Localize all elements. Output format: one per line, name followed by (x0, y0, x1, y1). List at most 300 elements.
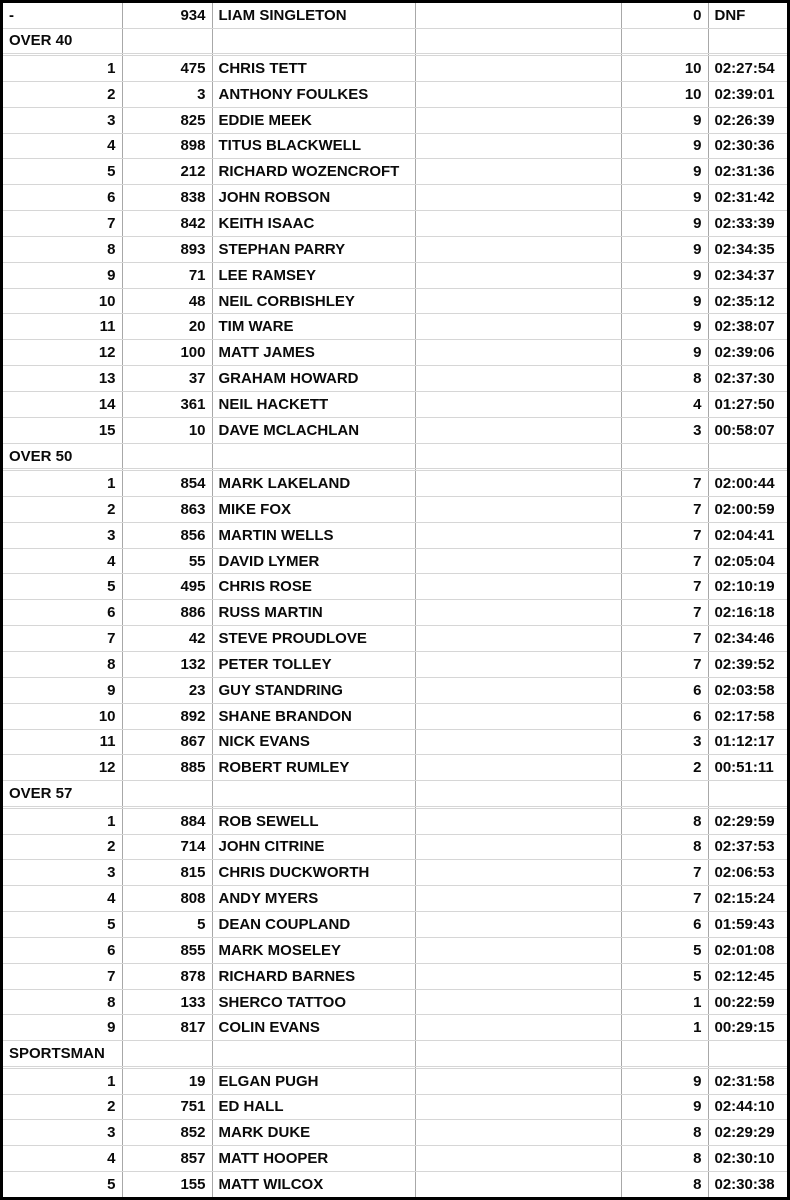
cell-rider-name[interactable]: JOHN ROBSON (212, 185, 415, 211)
cell-laps[interactable]: 7 (621, 860, 708, 886)
cell-laps[interactable]: 7 (621, 886, 708, 912)
cell-laps[interactable]: 1 (621, 1015, 708, 1041)
cell-position[interactable]: 9 (3, 262, 122, 288)
cell-laps[interactable]: 8 (621, 834, 708, 860)
cell-spacer[interactable] (415, 1068, 621, 1094)
section-row (3, 1041, 790, 1067)
cell-time[interactable]: 02:37:30 (708, 366, 790, 392)
cell-rider-name[interactable]: NICK EVANS (212, 729, 415, 755)
cell-time[interactable]: 02:31:42 (708, 185, 790, 211)
cell-position[interactable]: 3 (3, 522, 122, 548)
cell-race-number[interactable]: 714 (122, 834, 212, 860)
cell-race-number[interactable]: 852 (122, 1120, 212, 1146)
cell-spacer[interactable] (415, 600, 621, 626)
cell-laps[interactable]: 1 (621, 989, 708, 1015)
cell-time[interactable] (708, 28, 790, 54)
section-row (3, 781, 790, 807)
cell-laps[interactable]: 9 (621, 314, 708, 340)
cell-spacer[interactable] (415, 159, 621, 185)
cell-spacer[interactable] (415, 834, 621, 860)
cell-position[interactable]: 6 (3, 600, 122, 626)
cell-spacer[interactable] (415, 886, 621, 912)
cell-spacer[interactable] (415, 314, 621, 340)
cell-position[interactable]: 2 (3, 81, 122, 107)
cell-laps[interactable] (621, 781, 708, 807)
cell-spacer[interactable] (415, 574, 621, 600)
cell-race-number[interactable]: 885 (122, 755, 212, 781)
cell-time[interactable]: 00:29:15 (708, 1015, 790, 1041)
cell-laps[interactable]: 9 (621, 262, 708, 288)
cell-race-number[interactable]: 856 (122, 522, 212, 548)
cell-rider-name[interactable]: PETER TOLLEY (212, 652, 415, 678)
cell-rider-name[interactable] (212, 781, 415, 807)
cell-laps[interactable]: 2 (621, 755, 708, 781)
cell-rider-name[interactable]: ROB SEWELL (212, 808, 415, 834)
cell-spacer[interactable] (415, 340, 621, 366)
cell-laps[interactable]: 8 (621, 1146, 708, 1172)
results-table (3, 3, 790, 1197)
cell-time[interactable]: 02:34:46 (708, 626, 790, 652)
cell-race-number[interactable]: 133 (122, 989, 212, 1015)
cell-spacer[interactable] (415, 185, 621, 211)
section-label-cell[interactable]: OVER 57 (3, 781, 122, 807)
cell-time[interactable]: 02:03:58 (708, 677, 790, 703)
cell-time[interactable]: 01:27:50 (708, 391, 790, 417)
cell-race-number[interactable]: 42 (122, 626, 212, 652)
result-row (3, 886, 790, 912)
cell-laps[interactable]: 8 (621, 366, 708, 392)
cell-race-number[interactable]: 23 (122, 677, 212, 703)
cell-time[interactable]: 02:16:18 (708, 600, 790, 626)
cell-laps[interactable]: 5 (621, 937, 708, 963)
cell-position[interactable]: - (3, 3, 122, 28)
cell-position[interactable]: 5 (3, 574, 122, 600)
cell-laps[interactable] (621, 443, 708, 469)
cell-spacer[interactable] (415, 522, 621, 548)
cell-position[interactable]: 3 (3, 107, 122, 133)
cell-spacer[interactable] (415, 443, 621, 469)
cell-time[interactable]: 02:00:59 (708, 496, 790, 522)
cell-time[interactable]: 02:39:01 (708, 81, 790, 107)
result-row (3, 185, 790, 211)
cell-rider-name[interactable]: NEIL CORBISHLEY (212, 288, 415, 314)
cell-time[interactable]: 02:15:24 (708, 886, 790, 912)
result-row (3, 262, 790, 288)
cell-rider-name[interactable]: ROBERT RUMLEY (212, 755, 415, 781)
cell-spacer[interactable] (415, 703, 621, 729)
cell-laps[interactable]: 6 (621, 677, 708, 703)
cell-laps[interactable]: 9 (621, 159, 708, 185)
cell-time[interactable]: 02:01:08 (708, 937, 790, 963)
cell-rider-name[interactable]: GRAHAM HOWARD (212, 366, 415, 392)
cell-race-number[interactable]: 20 (122, 314, 212, 340)
cell-position[interactable]: 10 (3, 703, 122, 729)
result-row (3, 366, 790, 392)
cell-rider-name[interactable]: MATT HOOPER (212, 1146, 415, 1172)
cell-time[interactable]: 02:31:36 (708, 159, 790, 185)
result-row (3, 133, 790, 159)
section-label-cell[interactable]: OVER 50 (3, 443, 122, 469)
cell-race-number[interactable]: 893 (122, 236, 212, 262)
cell-race-number[interactable] (122, 781, 212, 807)
cell-race-number[interactable]: 892 (122, 703, 212, 729)
cell-position[interactable]: 4 (3, 1146, 122, 1172)
cell-time[interactable]: 02:30:36 (708, 133, 790, 159)
cell-race-number[interactable]: 886 (122, 600, 212, 626)
cell-race-number[interactable] (122, 28, 212, 54)
cell-rider-name[interactable]: CHRIS ROSE (212, 574, 415, 600)
cell-time[interactable]: 02:17:58 (708, 703, 790, 729)
cell-position[interactable]: 2 (3, 496, 122, 522)
cell-time[interactable]: 01:12:17 (708, 729, 790, 755)
cell-rider-name[interactable]: MARTIN WELLS (212, 522, 415, 548)
cell-rider-name[interactable]: KEITH ISAAC (212, 211, 415, 237)
cell-race-number[interactable]: 19 (122, 1068, 212, 1094)
cell-rider-name[interactable]: STEVE PROUDLOVE (212, 626, 415, 652)
cell-position[interactable]: 7 (3, 626, 122, 652)
cell-laps[interactable]: 9 (621, 185, 708, 211)
cell-spacer[interactable] (415, 677, 621, 703)
cell-spacer[interactable] (415, 1120, 621, 1146)
cell-position[interactable]: 6 (3, 185, 122, 211)
cell-position[interactable]: 1 (3, 55, 122, 81)
cell-position[interactable]: 12 (3, 755, 122, 781)
cell-laps[interactable]: 7 (621, 600, 708, 626)
result-row (3, 1015, 790, 1041)
cell-spacer[interactable] (415, 781, 621, 807)
cell-laps[interactable]: 6 (621, 912, 708, 938)
result-row (3, 548, 790, 574)
cell-rider-name[interactable]: ANDY MYERS (212, 886, 415, 912)
cell-time[interactable]: 00:58:07 (708, 417, 790, 443)
cell-race-number[interactable]: 898 (122, 133, 212, 159)
cell-position[interactable]: 1 (3, 471, 122, 497)
cell-race-number[interactable]: 857 (122, 1146, 212, 1172)
cell-rider-name[interactable]: ANTHONY FOULKES (212, 81, 415, 107)
cell-time[interactable]: 02:05:04 (708, 548, 790, 574)
cell-position[interactable]: 2 (3, 1094, 122, 1120)
cell-spacer[interactable] (415, 496, 621, 522)
cell-race-number[interactable]: 838 (122, 185, 212, 211)
cell-laps[interactable] (621, 1041, 708, 1067)
cell-race-number[interactable]: 867 (122, 729, 212, 755)
cell-race-number[interactable]: 855 (122, 937, 212, 963)
cell-spacer[interactable] (415, 81, 621, 107)
cell-race-number[interactable]: 212 (122, 159, 212, 185)
result-row (3, 600, 790, 626)
cell-position[interactable]: 8 (3, 652, 122, 678)
cell-spacer[interactable] (415, 3, 621, 28)
cell-rider-name[interactable] (212, 28, 415, 54)
cell-time[interactable]: 02:31:58 (708, 1068, 790, 1094)
result-row (3, 471, 790, 497)
cell-time[interactable] (708, 781, 790, 807)
cell-laps[interactable]: 4 (621, 391, 708, 417)
cell-position[interactable]: 4 (3, 133, 122, 159)
cell-rider-name[interactable] (212, 1041, 415, 1067)
cell-spacer[interactable] (415, 55, 621, 81)
cell-race-number[interactable]: 475 (122, 55, 212, 81)
cell-time[interactable]: 02:06:53 (708, 860, 790, 886)
result-row (3, 496, 790, 522)
cell-spacer[interactable] (415, 860, 621, 886)
cell-rider-name[interactable]: LIAM SINGLETON (212, 3, 415, 28)
cell-time[interactable]: DNF (708, 3, 790, 28)
cell-rider-name[interactable]: MARK DUKE (212, 1120, 415, 1146)
cell-race-number[interactable]: 37 (122, 366, 212, 392)
result-row (3, 989, 790, 1015)
cell-spacer[interactable] (415, 626, 621, 652)
cell-position[interactable]: 9 (3, 677, 122, 703)
cell-time[interactable]: 02:00:44 (708, 471, 790, 497)
cell-rider-name[interactable]: ED HALL (212, 1094, 415, 1120)
cell-time[interactable]: 02:29:29 (708, 1120, 790, 1146)
cell-rider-name[interactable]: MATT JAMES (212, 340, 415, 366)
cell-rider-name[interactable]: DEAN COUPLAND (212, 912, 415, 938)
cell-time[interactable]: 02:12:45 (708, 963, 790, 989)
cell-spacer[interactable] (415, 288, 621, 314)
cell-spacer[interactable] (415, 548, 621, 574)
cell-race-number[interactable]: 55 (122, 548, 212, 574)
cell-laps[interactable]: 9 (621, 1068, 708, 1094)
cell-race-number[interactable]: 825 (122, 107, 212, 133)
cell-time[interactable] (708, 1041, 790, 1067)
cell-time[interactable]: 02:29:59 (708, 808, 790, 834)
cell-time[interactable]: 01:59:43 (708, 912, 790, 938)
cell-time[interactable]: 02:39:52 (708, 652, 790, 678)
cell-time[interactable]: 02:34:37 (708, 262, 790, 288)
result-row (3, 1094, 790, 1120)
cell-laps[interactable]: 6 (621, 703, 708, 729)
cell-spacer[interactable] (415, 729, 621, 755)
cell-spacer[interactable] (415, 28, 621, 54)
cell-time[interactable]: 02:35:12 (708, 288, 790, 314)
cell-rider-name[interactable]: RICHARD BARNES (212, 963, 415, 989)
cell-race-number[interactable]: 361 (122, 391, 212, 417)
cell-time[interactable]: 02:27:54 (708, 55, 790, 81)
cell-laps[interactable]: 3 (621, 417, 708, 443)
cell-race-number[interactable]: 817 (122, 1015, 212, 1041)
cell-laps[interactable]: 0 (621, 3, 708, 28)
cell-laps[interactable]: 7 (621, 548, 708, 574)
cell-position[interactable]: 6 (3, 937, 122, 963)
cell-rider-name[interactable]: SHANE BRANDON (212, 703, 415, 729)
cell-spacer[interactable] (415, 236, 621, 262)
cell-time[interactable] (708, 443, 790, 469)
cell-position[interactable]: 5 (3, 159, 122, 185)
cell-position[interactable]: 4 (3, 886, 122, 912)
cell-spacer[interactable] (415, 937, 621, 963)
cell-time[interactable]: 02:44:10 (708, 1094, 790, 1120)
cell-position[interactable]: 3 (3, 860, 122, 886)
cell-race-number[interactable]: 132 (122, 652, 212, 678)
cell-position[interactable]: 11 (3, 729, 122, 755)
cell-laps[interactable]: 7 (621, 471, 708, 497)
cell-position[interactable]: 8 (3, 989, 122, 1015)
cell-spacer[interactable] (415, 755, 621, 781)
cell-position[interactable]: 7 (3, 963, 122, 989)
cell-race-number[interactable]: 884 (122, 808, 212, 834)
cell-laps[interactable]: 9 (621, 288, 708, 314)
cell-time[interactable]: 02:37:53 (708, 834, 790, 860)
cell-race-number[interactable]: 842 (122, 211, 212, 237)
cell-rider-name[interactable]: STEPHAN PARRY (212, 236, 415, 262)
cell-laps[interactable]: 7 (621, 652, 708, 678)
cell-time[interactable]: 00:51:11 (708, 755, 790, 781)
cell-race-number[interactable]: 10 (122, 417, 212, 443)
cell-spacer[interactable] (415, 366, 621, 392)
cell-race-number[interactable]: 815 (122, 860, 212, 886)
cell-spacer[interactable] (415, 417, 621, 443)
cell-spacer[interactable] (415, 1146, 621, 1172)
cell-rider-name[interactable]: CHRIS TETT (212, 55, 415, 81)
cell-laps[interactable]: 7 (621, 626, 708, 652)
cell-position[interactable]: 13 (3, 366, 122, 392)
cell-race-number[interactable]: 71 (122, 262, 212, 288)
cell-time[interactable]: 02:04:41 (708, 522, 790, 548)
cell-race-number[interactable]: 495 (122, 574, 212, 600)
cell-race-number[interactable]: 155 (122, 1172, 212, 1197)
cell-spacer[interactable] (415, 912, 621, 938)
result-row (3, 1172, 790, 1197)
cell-spacer[interactable] (415, 652, 621, 678)
cell-rider-name[interactable]: MIKE FOX (212, 496, 415, 522)
cell-time[interactable]: 02:39:06 (708, 340, 790, 366)
cell-laps[interactable]: 9 (621, 107, 708, 133)
cell-race-number[interactable] (122, 443, 212, 469)
cell-spacer[interactable] (415, 391, 621, 417)
result-row (3, 574, 790, 600)
cell-race-number[interactable]: 808 (122, 886, 212, 912)
cell-laps[interactable]: 10 (621, 81, 708, 107)
cell-rider-name[interactable]: COLIN EVANS (212, 1015, 415, 1041)
cell-spacer[interactable] (415, 1041, 621, 1067)
cell-time[interactable]: 02:26:39 (708, 107, 790, 133)
result-row (3, 834, 790, 860)
cell-position[interactable]: 11 (3, 314, 122, 340)
cell-time[interactable]: 02:34:35 (708, 236, 790, 262)
cell-spacer[interactable] (415, 1172, 621, 1197)
cell-rider-name[interactable] (212, 443, 415, 469)
cell-race-number[interactable]: 751 (122, 1094, 212, 1120)
section-label-cell[interactable]: OVER 40 (3, 28, 122, 54)
cell-race-number[interactable]: 3 (122, 81, 212, 107)
cell-position[interactable]: 1 (3, 1068, 122, 1094)
cell-spacer[interactable] (415, 989, 621, 1015)
cell-position[interactable]: 8 (3, 236, 122, 262)
cell-rider-name[interactable]: RICHARD WOZENCROFT (212, 159, 415, 185)
cell-position[interactable]: 12 (3, 340, 122, 366)
cell-rider-name[interactable]: EDDIE MEEK (212, 107, 415, 133)
cell-race-number[interactable]: 854 (122, 471, 212, 497)
cell-spacer[interactable] (415, 107, 621, 133)
result-row (3, 703, 790, 729)
cell-race-number[interactable]: 5 (122, 912, 212, 938)
cell-laps[interactable]: 9 (621, 133, 708, 159)
cell-rider-name[interactable]: NEIL HACKETT (212, 391, 415, 417)
cell-time[interactable]: 02:30:38 (714, 1176, 775, 1194)
result-row (3, 288, 790, 314)
cell-rider-name[interactable]: DAVID LYMER (212, 548, 415, 574)
cell-laps[interactable] (621, 28, 708, 54)
cell-position[interactable]: 9 (3, 1015, 122, 1041)
cell-rider-name[interactable]: MARK MOSELEY (212, 937, 415, 963)
cell-position[interactable]: 4 (3, 548, 122, 574)
cell-position[interactable]: 2 (3, 834, 122, 860)
cell-time[interactable]: 02:33:39 (708, 211, 790, 237)
cell-rider-name[interactable]: CHRIS DUCKWORTH (212, 860, 415, 886)
cell-laps[interactable]: 10 (621, 55, 708, 81)
cell-laps[interactable]: 7 (621, 574, 708, 600)
cell-time[interactable]: 00:22:59 (708, 989, 790, 1015)
cell-spacer[interactable] (415, 1015, 621, 1041)
cell-laps[interactable]: 7 (621, 496, 708, 522)
cell-rider-name[interactable]: LEE RAMSEY (212, 262, 415, 288)
cell-position[interactable]: 7 (3, 211, 122, 237)
cell-rider-name[interactable]: MARK LAKELAND (212, 471, 415, 497)
cell-time[interactable]: 02:10:19 (708, 574, 790, 600)
cell-laps[interactable]: 9 (621, 211, 708, 237)
cell-rider-name[interactable]: SHERCO TATTOO (212, 989, 415, 1015)
cell-laps[interactable]: 3 (621, 729, 708, 755)
cell-rider-name[interactable]: TITUS BLACKWELL (212, 133, 415, 159)
cell-position[interactable]: 10 (3, 288, 122, 314)
cell-laps[interactable]: 8 (621, 808, 708, 834)
cell-spacer[interactable] (415, 471, 621, 497)
cell-race-number[interactable]: 863 (122, 496, 212, 522)
cell-race-number[interactable]: 48 (122, 288, 212, 314)
cell-laps[interactable]: 8 (621, 1120, 708, 1146)
cell-rider-name[interactable]: JOHN CITRINE (212, 834, 415, 860)
cell-laps[interactable]: 9 (621, 236, 708, 262)
cell-spacer[interactable] (415, 1094, 621, 1120)
cell-spacer[interactable] (415, 133, 621, 159)
cell-rider-name[interactable]: TIM WARE (212, 314, 415, 340)
cell-position[interactable]: 15 (3, 417, 122, 443)
cell-position[interactable]: 3 (3, 1120, 122, 1146)
cell-race-number[interactable]: 878 (122, 963, 212, 989)
cell-spacer[interactable] (415, 808, 621, 834)
cell-position[interactable]: 5 (3, 1172, 122, 1197)
cell-laps[interactable]: 5 (621, 963, 708, 989)
result-row (3, 340, 790, 366)
cell-position[interactable]: 5 (3, 912, 122, 938)
cell-race-number[interactable] (122, 1041, 212, 1067)
cell-spacer[interactable] (415, 211, 621, 237)
cell-rider-name[interactable]: GUY STANDRING (212, 677, 415, 703)
cell-rider-name[interactable]: DAVE MCLACHLAN (212, 417, 415, 443)
cell-laps[interactable]: 7 (621, 522, 708, 548)
cell-rider-name[interactable]: ELGAN PUGH (212, 1068, 415, 1094)
cell-position[interactable]: 14 (3, 391, 122, 417)
cell-race-number[interactable]: 100 (122, 340, 212, 366)
result-row (3, 391, 790, 417)
cell-laps[interactable]: 9 (621, 1094, 708, 1120)
cell-laps[interactable]: 8 (621, 1172, 708, 1197)
cell-position[interactable]: 1 (3, 808, 122, 834)
cell-laps[interactable]: 9 (621, 340, 708, 366)
cell-race-number[interactable]: 934 (122, 3, 212, 28)
section-row (3, 443, 790, 469)
cell-time[interactable]: 02:30:10 (708, 1146, 790, 1172)
cell-spacer[interactable] (415, 963, 621, 989)
cell-spacer[interactable] (415, 262, 621, 288)
cell-rider-name[interactable]: MATT WILCOX (212, 1172, 415, 1197)
cell-rider-name[interactable]: RUSS MARTIN (212, 600, 415, 626)
section-label-cell[interactable]: SPORTSMAN (3, 1041, 122, 1067)
result-row (3, 860, 790, 886)
cell-time[interactable]: 02:38:07 (708, 314, 790, 340)
